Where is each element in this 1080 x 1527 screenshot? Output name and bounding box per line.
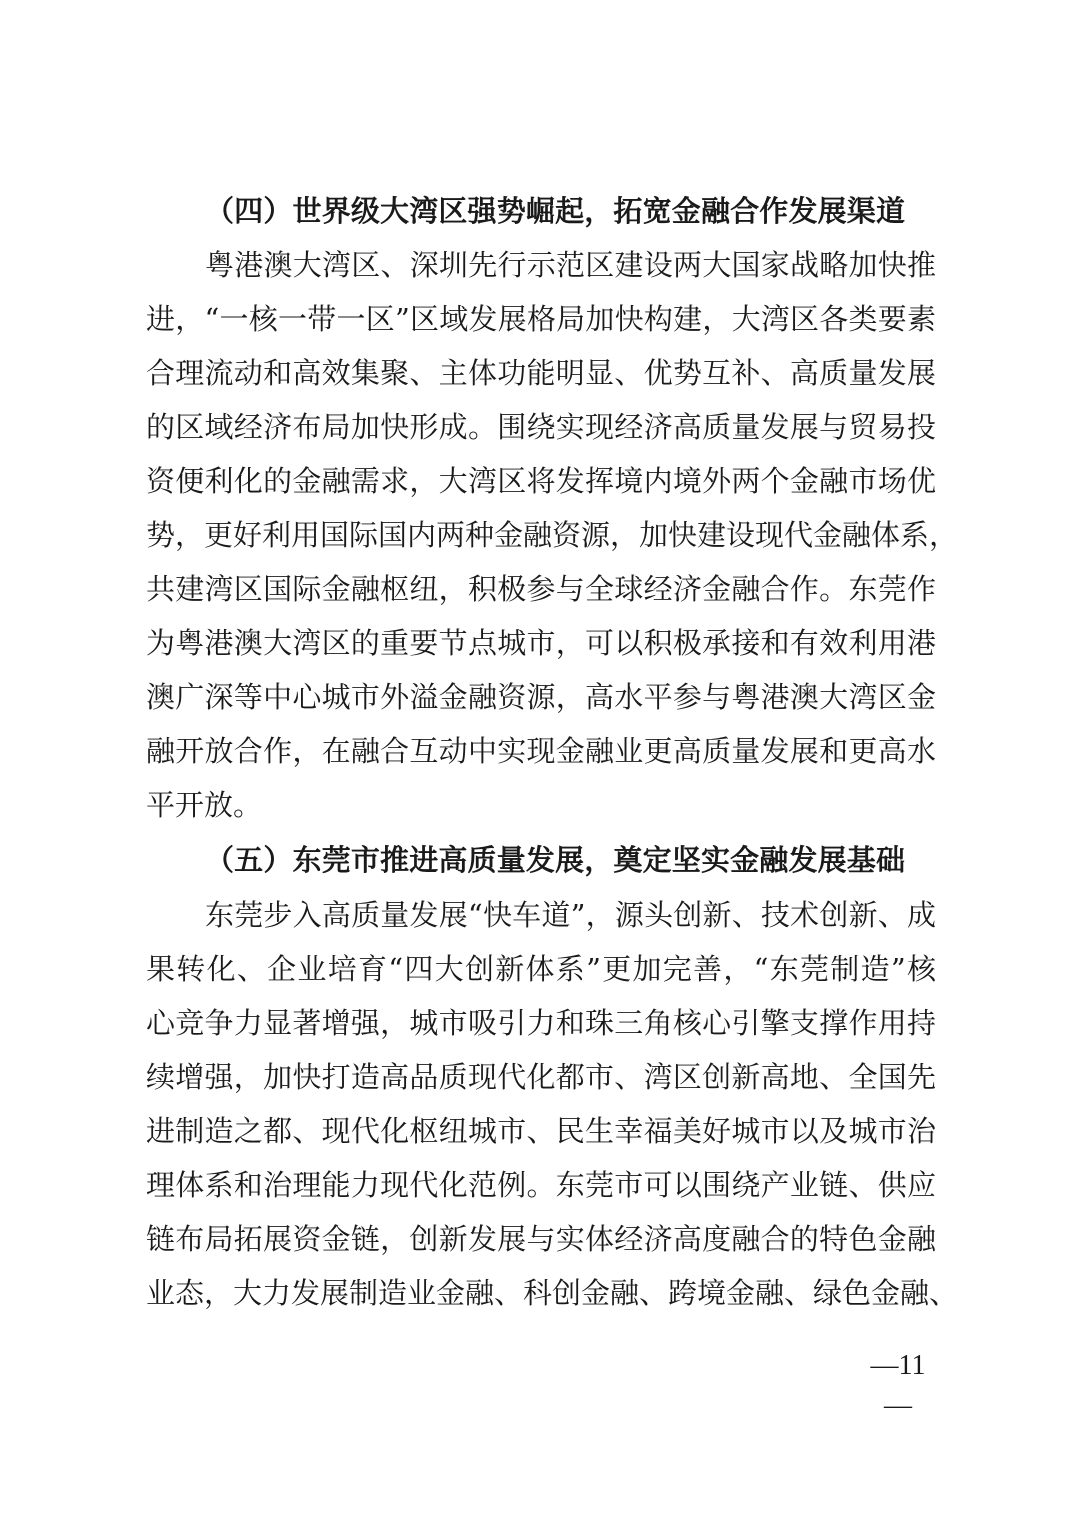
paragraph-line: 业态，大力发展制造业金融、科创金融、跨境金融、绿色金融、 — [146, 1276, 959, 1310]
paragraph-line: 的区域经济布局加快形成。围绕实现经济高质量发展与贸易投 — [146, 410, 936, 444]
paragraph-line: 合理流动和高效集聚、主体功能明显、优势互补、高质量发展 — [146, 356, 936, 390]
paragraph-line: 为粤港澳大湾区的重要节点城市，可以积极承接和有效利用港 — [146, 626, 936, 660]
paragraph-line: 粤港澳大湾区、深圳先行示范区建设两大国家战略加快推 — [205, 248, 936, 282]
paragraph-line: 融开放合作，在融合互动中实现金融业更高质量发展和更高水 — [146, 734, 936, 768]
paragraph-line: 进，“一核一带一区”区域发展格局加快构建，大湾区各类要素 — [146, 302, 936, 336]
paragraph-line: 平开放。 — [146, 788, 263, 822]
section-heading-5: （五）东莞市推进高质量发展，奠定坚实金融发展基础 — [205, 843, 905, 877]
paragraph-line: 势，更好利用国际国内两种金融资源，加快建设现代金融体系， — [146, 518, 959, 552]
page-number: —11— — [870, 1350, 926, 1421]
paragraph-line: 共建湾区国际金融枢纽，积极参与全球经济金融合作。东莞作 — [146, 572, 936, 606]
paragraph-line: 链布局拓展资金链，创新发展与实体经济高度融合的特色金融 — [146, 1222, 936, 1256]
paragraph-line: 进制造之都、现代化枢纽城市、民生幸福美好城市以及城市治 — [146, 1114, 936, 1148]
paragraph-line: 澳广深等中心城市外溢金融资源，高水平参与粤港澳大湾区金 — [146, 680, 936, 714]
paragraph-line: 资便利化的金融需求，大湾区将发挥境内境外两个金融市场优 — [146, 464, 936, 498]
paragraph-line: 果转化、企业培育“四大创新体系”更加完善，“东莞制造”核 — [146, 952, 936, 986]
paragraph-line: 东莞步入高质量发展“快车道”，源头创新、技术创新、成 — [205, 898, 936, 932]
paragraph-line: 心竞争力显著增强，城市吸引力和珠三角核心引擎支撑作用持 — [146, 1006, 936, 1040]
paragraph-line: 续增强，加快打造高品质现代化都市、湾区创新高地、全国先 — [146, 1060, 936, 1094]
section-heading-4: （四）世界级大湾区强势崛起，拓宽金融合作发展渠道 — [205, 194, 905, 228]
paragraph-line: 理体系和治理能力现代化范例。东莞市可以围绕产业链、供应 — [146, 1168, 936, 1202]
